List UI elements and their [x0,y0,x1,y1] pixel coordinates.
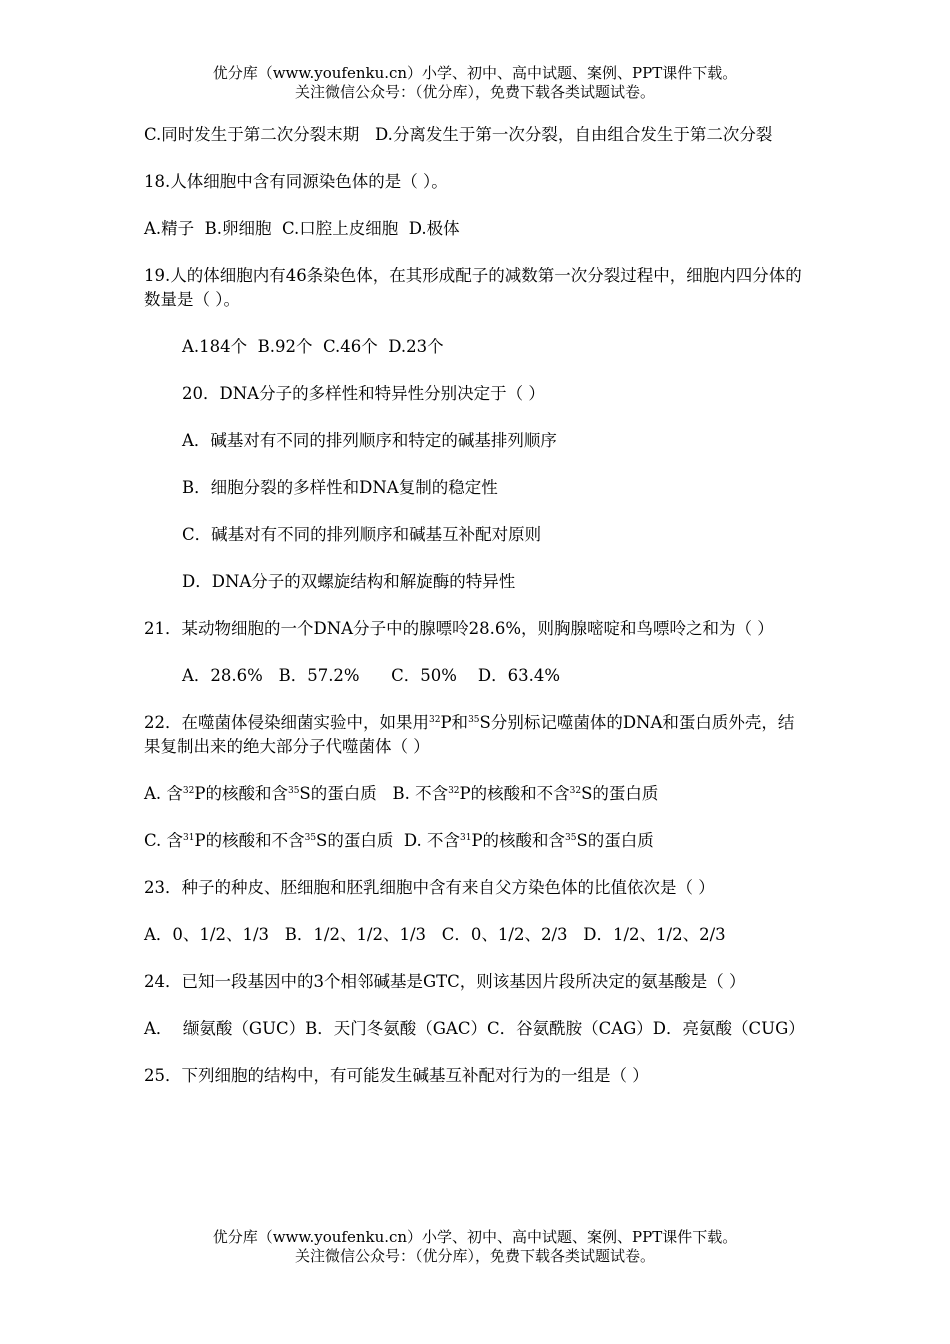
q24-options: A． 缬氨酸（GUC）B．天门冬氨酸（GAC）C．谷氨酰胺（CAG）D．亮氨酸（CUG） [144,1019,805,1038]
document-body [144,123,810,1088]
q18-stem: 18.人体细胞中含有同源染色体的是（ ）。 [144,172,448,191]
q18-options: A.精子 B.卵细胞 C.口腔上皮细胞 D.极体 [144,219,460,238]
q20-option-b: B．细胞分裂的多样性和DNA复制的稳定性 [182,478,498,497]
q25-stem: 25．下列细胞的结构中，有可能发生碱基互补配对行为的一组是（ ） [144,1066,649,1085]
q24-stem: 24．已知一段基因中的3个相邻碱基是GTC，则该基因片段所决定的氨基酸是（ ） [144,972,746,991]
page-header [0,64,950,102]
footer-line-1: 优分库（www.youfenku.cn）小学、初中、高中试题、案例、PPT课件下载。 [212,1228,738,1246]
q23-stem: 23．种子的种皮、胚细胞和胚乳细胞中含有来自父方染色体的比值依次是（ ） [144,878,715,897]
q21-stem: 21．某动物细胞的一个DNA分子中的腺嘌呤28.6%，则胸腺嘧啶和鸟嘌呤之和为（ ） [144,619,774,638]
q19-stem: 19.人的体细胞内有46条染色体，在其形成配子的减数第一次分裂过程中，细胞内四分体的数量是（ ）。 [144,266,802,309]
q20-option-a: A．碱基对有不同的排列顺序和特定的碱基排列顺序 [182,431,557,450]
q23-options: A．0、1/2、1/3 B．1/2、1/2、1/3 C．0、1/2、2/3 D．1/2、1/2、2/3 [144,925,726,944]
header-line-1: 优分库（www.youfenku.cn）小学、初中、高中试题、案例、PPT课件下载。 [212,64,738,82]
q22-stem: 22．在噬菌体侵染细菌实验中，如果用$^{32}$P和$^{35}$S分别标记噬菌体的DNA和蛋白质外壳，结果复制出来的绝大部分子代噬菌体（ ） [144,713,795,756]
header-line-2: 关注微信公众号：（优分库），免费下载各类试题试卷。 [294,83,655,101]
footer-line-2: 关注微信公众号：（优分库），免费下载各类试题试卷。 [294,1247,655,1265]
q20-option-d: D．DNA分子的双螺旋结构和解旋酶的特异性 [182,572,516,591]
q20-option-c: C．碱基对有不同的排列顺序和碱基互补配对原则 [182,525,542,544]
q17-continuation: C.同时发生于第二次分裂末期 D.分离发生于第一次分裂，自由组合发生于第二次分裂 [144,125,773,144]
q20-stem: 20．DNA分子的多样性和特异性分别决定于（ ） [182,384,545,403]
q22-options-ab: A. 含$^{32}$P的核酸和含$^{35}$S的蛋白质 B. 不含$^{32}$P的核酸和不含$^{32}$S的蛋白质 [144,784,659,803]
q21-options: A．28.6% B．57.2% C．50% D．63.4% [182,666,561,685]
q22-options-cd: C. 含$^{31}$P的核酸和不含$^{35}$S的蛋白质 D. 不含$^{31}$P的核酸和含$^{35}$S的蛋白质 [144,831,654,850]
q19-options: A.184个 B.92个 C.46个 D.23个 [182,337,444,356]
page-footer [0,1228,950,1266]
